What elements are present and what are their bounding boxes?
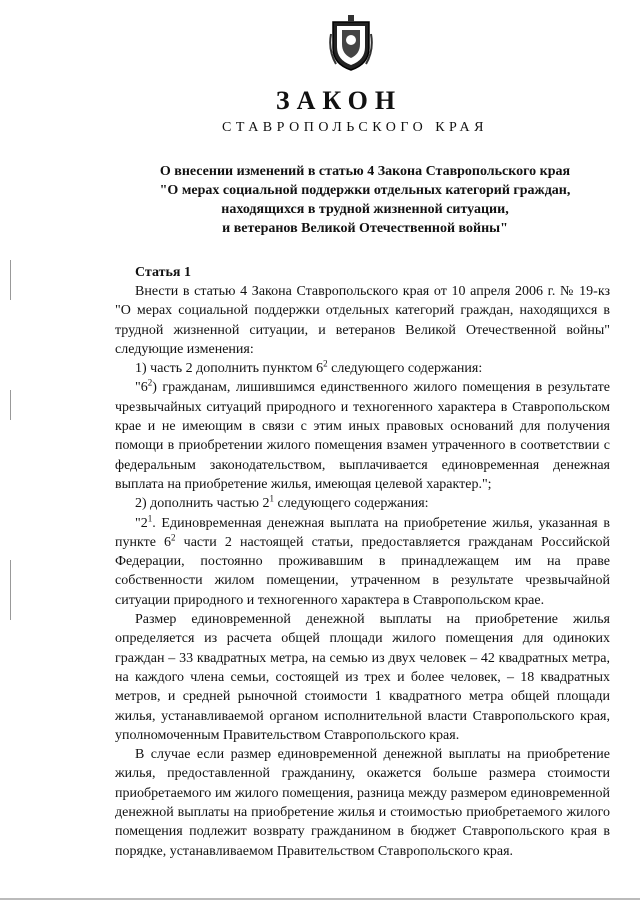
paragraph: "$2^1$. Единовременная денежная выплата на приобретение жилья, указанная в пункте $6^2$ части 2 настоящей статьи, предоставляется гражданам Российской Федерации, постоянно проживавшим в принадлежащем им на праве собственности жилом помещении, утраченном в результате чрезвычайной ситуации природного и техногенного характера в Ставропольском крае. [115,512,610,608]
paragraph: "$6^2$) гражданам, лишившимся единственного жилого помещения в результате чрезвычайных ситуаций природного и техногенного характера в Ставропольском крае и не имеющим в связи с этим иных правовых оснований для получения помощи в приобретении жилого помещения взамен утраченного в соответствии с федеральным законодательством, выплачивается единовременная денежная выплата на приобретение жилья, имеющая целевой характер."; [115,377,610,492]
heading-line: и ветеранов Великой Отечественной войны" [222,221,508,236]
paragraph: 2) дополнить частью $2^1$ следующего содержания: [135,493,429,512]
document-title: ЗАКОН [275,86,403,115]
paragraph: 1) часть 2 дополнить пунктом $6^2$ следующего содержания: [135,358,483,377]
paragraph: Размер единовременной денежной выплаты на приобретение жилья определяется из расчета общей площади жилого помещения для одиноких граждан – 33 квадратных метра, на семью из двух человек – 42 квадратных метра, на каждого члена семьи, состоящей из трех и более человек, – 18 квадратных метров, и средней рыночной стоимости 1 квадратного метра общей площади жилья, устанавливаемой органом исполнительной власти Ставропольского края, уполномоченным Правительством Ставропольского края. [115,612,610,743]
document-subtitle: СТАВРОПОЛЬСКОГО КРАЯ [222,120,488,135]
paragraph: Внести в статью 4 Закона Ставропольского края от 10 апреля 2006 г. № 19-кз "О мерах социальной поддержки отдельных категорий граждан, находящихся в трудной жизненной ситуации, и ветеранов Великой Отечественной войны" следующие изменения: [115,284,610,357]
heading-line: О внесении изменений в статью 4 Закона Ставропольского края [159,164,571,179]
law-heading [120,162,610,238]
heading-line: находящихся в трудной жизненной ситуации, [221,202,509,217]
coat-of-arms-emblem [328,14,374,72]
heading-line: "О мерах социальной поддержки отдельных категорий граждан, [159,183,571,198]
article-body [115,282,610,861]
scan-margin-marks [10,260,14,640]
paragraph: В случае если размер единовременной денежной выплаты на приобретение жилья, предоставленной гражданину, окажется больше размера стоимости приобретаемого им жилого помещения, разница между размером единовременной денежной выплаты на приобретение жилья и стоимостью приобретаемого жилого помещения подлежит возврату гражданином в бюджет Ставропольского края в порядке, устанавливаемом Правительством Ставропольского края. [115,747,610,859]
scan-bottom-edge [0,898,640,900]
article-title: Статья 1 [135,265,191,280]
